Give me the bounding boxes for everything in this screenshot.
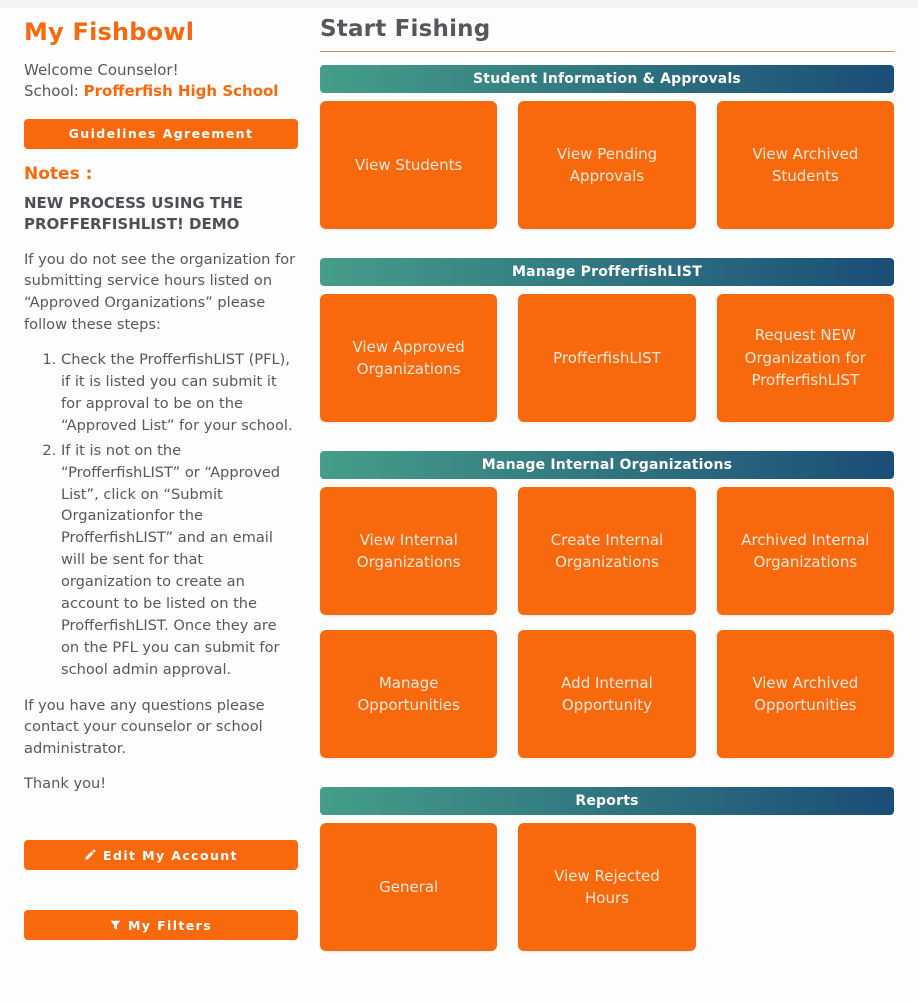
- top-strip: [0, 0, 918, 8]
- tile-grid: [320, 823, 894, 951]
- section-student-information-approvals: [320, 65, 894, 229]
- guidelines-agreement-label: Guidelines Agreement: [68, 126, 254, 142]
- main-content: [320, 16, 894, 980]
- steps-list: [24, 349, 298, 680]
- section-reports: [320, 787, 894, 951]
- tile-view-archived-students[interactable]: View Archived Students: [717, 101, 894, 229]
- tile-general[interactable]: General: [320, 823, 497, 951]
- tile-request-new-organization-for-profferfishlist[interactable]: Request NEW Organization for ProfferfishLIST: [717, 294, 894, 422]
- welcome-text: Welcome Counselor!: [24, 61, 179, 79]
- school-line: [24, 81, 298, 102]
- notes-title: NEW PROCESS USING THE PROFFERFISHLIST! DEMO: [24, 193, 243, 233]
- section-header-student-information-approvals: Student Information & Approvals: [320, 65, 894, 93]
- section-manage-internal-organizations: [320, 451, 894, 758]
- tile-grid: [320, 487, 894, 758]
- tile-profferfishlist[interactable]: ProfferfishLIST: [518, 294, 695, 422]
- contact-text: If you have any questions please contact your counselor or school administrator.: [24, 696, 265, 758]
- tile-view-internal-organizations[interactable]: View Internal Organizations: [320, 487, 497, 615]
- step-item: 2. If it is not on the “ProfferfishLIST” or “Approved List”, click on “Submit Organizationfor the ProfferfishLIST” and an email will be sent for that organization to create an account to be listed on the ProfferfishLIST. Once they are on the PFL you can submit for school admin approval.: [61, 440, 298, 681]
- step-item: 1. Check the ProfferfishLIST (PFL), if it is listed you can submit it for approval to be on the “Approved List” for your school.: [61, 349, 298, 437]
- page: [0, 8, 918, 1004]
- school-name: Profferfish High School: [83, 82, 279, 101]
- my-filters-button[interactable]: [24, 910, 298, 940]
- welcome-block: [24, 60, 298, 103]
- sidebar: [24, 16, 298, 980]
- tile-view-rejected-hours[interactable]: View Rejected Hours: [518, 823, 695, 951]
- tile-archived-internal-organizations[interactable]: Archived Internal Organizations: [717, 487, 894, 615]
- edit-my-account-button[interactable]: [24, 840, 298, 870]
- tile-add-internal-opportunity[interactable]: Add Internal Opportunity: [518, 630, 695, 758]
- tile-grid: [320, 101, 894, 229]
- tile-view-approved-organizations[interactable]: View Approved Organizations: [320, 294, 497, 422]
- pencil-icon: [84, 849, 96, 861]
- section-header-reports: Reports: [320, 787, 894, 815]
- page-title: Start Fishing: [320, 16, 894, 52]
- tile-create-internal-organizations[interactable]: Create Internal Organizations: [518, 487, 695, 615]
- school-label: School:: [24, 82, 84, 101]
- tile-manage-opportunities[interactable]: Manage Opportunities: [320, 630, 497, 758]
- notes-intro: If you do not see the organization for submitting service hours listed on “Approved Organizations” please follow these steps:: [24, 250, 296, 334]
- thanks-text: Thank you!: [24, 775, 107, 793]
- edit-my-account-label: Edit My Account: [103, 847, 238, 863]
- notes-heading: Notes :: [24, 163, 93, 184]
- app-title: My Fishbowl: [24, 18, 195, 46]
- guidelines-agreement-button[interactable]: [24, 119, 298, 149]
- section-manage-profferfishlist: [320, 258, 894, 422]
- my-filters-label: My Filters: [127, 917, 213, 933]
- section-header-manage-internal-organizations: Manage Internal Organizations: [320, 451, 894, 479]
- tile-view-pending-approvals[interactable]: View Pending Approvals: [518, 101, 695, 229]
- sections: [320, 65, 894, 951]
- tile-grid: [320, 294, 894, 422]
- funnel-icon: [110, 920, 121, 931]
- tile-view-archived-opportunities[interactable]: View Archived Opportunities: [717, 630, 894, 758]
- section-header-manage-profferfishlist: Manage ProfferfishLIST: [320, 258, 894, 286]
- tile-view-students[interactable]: View Students: [320, 101, 497, 229]
